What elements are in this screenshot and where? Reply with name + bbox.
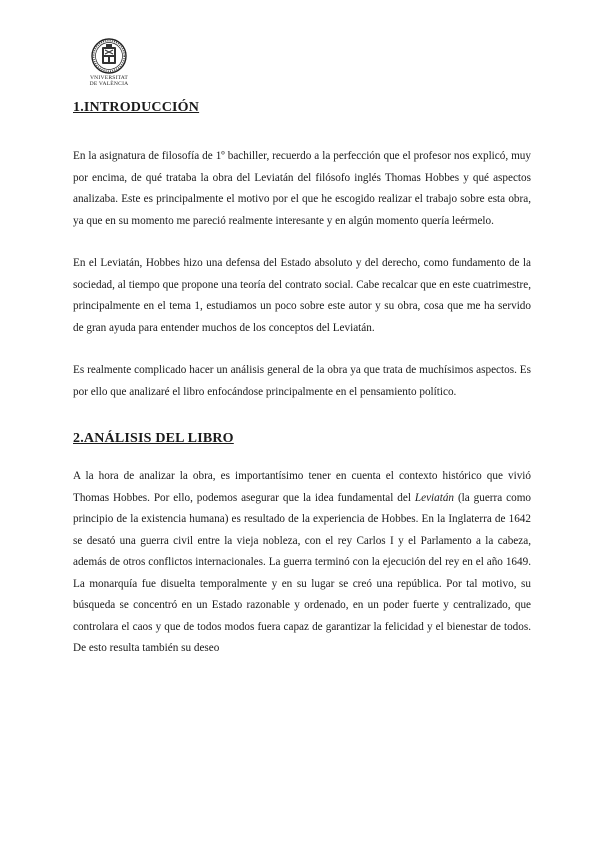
university-logo	[86, 38, 132, 94]
document-body	[73, 100, 531, 660]
paragraph-text: A la hora de analizar la obra, es importantísimo tener en cuenta el contexto histórico que vivió Thomas Hobbes. Por ello, podemos asegurar que la idea fundamental del	[73, 470, 531, 504]
paragraph-text: (la guerra como principio de la existencia humana) es resultado de la experiencia de Hobbes. En la Inglaterra de 1642 se desató una guerra civil entre la vieja nobleza, con el rey Carlos I y el Parlamento a la cabeza, además de otros conflictos internacionales. La guerra terminó con la ejecución del rey en el año 1649. La monarquía fue disuelta temporalmente y en su lugar se creó una república. Por tal motivo, su búsqueda se concentró en un Estado razonable y ordenado, en un poder fuerte y centralizado, que controlara el caos y que de todos modos fuera capaz de garantizar la felicidad y el bienestar de todos. De esto resulta también su deseo	[73, 491, 531, 654]
paragraph: En la asignatura de filosofía de 1º bachiller, recuerdo a la perfección que el profesor nos explicó, muy por encima, de qué trataba la obra del Leviatán del filósofo inglés Thomas Hobbes y qué aspectos analizaba. Este es principalmente el motivo por el que he escogido realizar el trabajo sobre esta obra, ya que en su momento me pareció realmente interesante y en algún momento quería leérmelo.	[73, 150, 531, 227]
paragraph: Es realmente complicado hacer un análisis general de la obra ya que trata de muchísimos aspectos. Es por ello que analizaré el libro enfocándose principalmente en el pensamiento político.	[73, 364, 531, 398]
section-heading-introduccion: 1.INTRODUCCIÓN	[73, 100, 200, 115]
section-heading-analisis: 2.ANÁLISIS DEL LIBRO	[73, 431, 234, 446]
book-title-italic: Leviatán	[414, 491, 455, 504]
logo-caption: VNIVERSITAT DE VALÈNCIA	[89, 75, 129, 87]
university-seal-icon	[91, 38, 127, 74]
paragraph	[73, 466, 531, 660]
paragraph: En el Leviatán, Hobbes hizo una defensa del Estado absoluto y del derecho, como fundamento de la sociedad, al tiempo que propone una teoría del contrato social. Cabe recalcar que en este cuatrimestre, principalmente en el tema 1, estudiamos un poco sobre este autor y su obra, cosa que me ha servido de gran ayuda para entender muchos de los conceptos del Leviatán.	[73, 257, 531, 334]
